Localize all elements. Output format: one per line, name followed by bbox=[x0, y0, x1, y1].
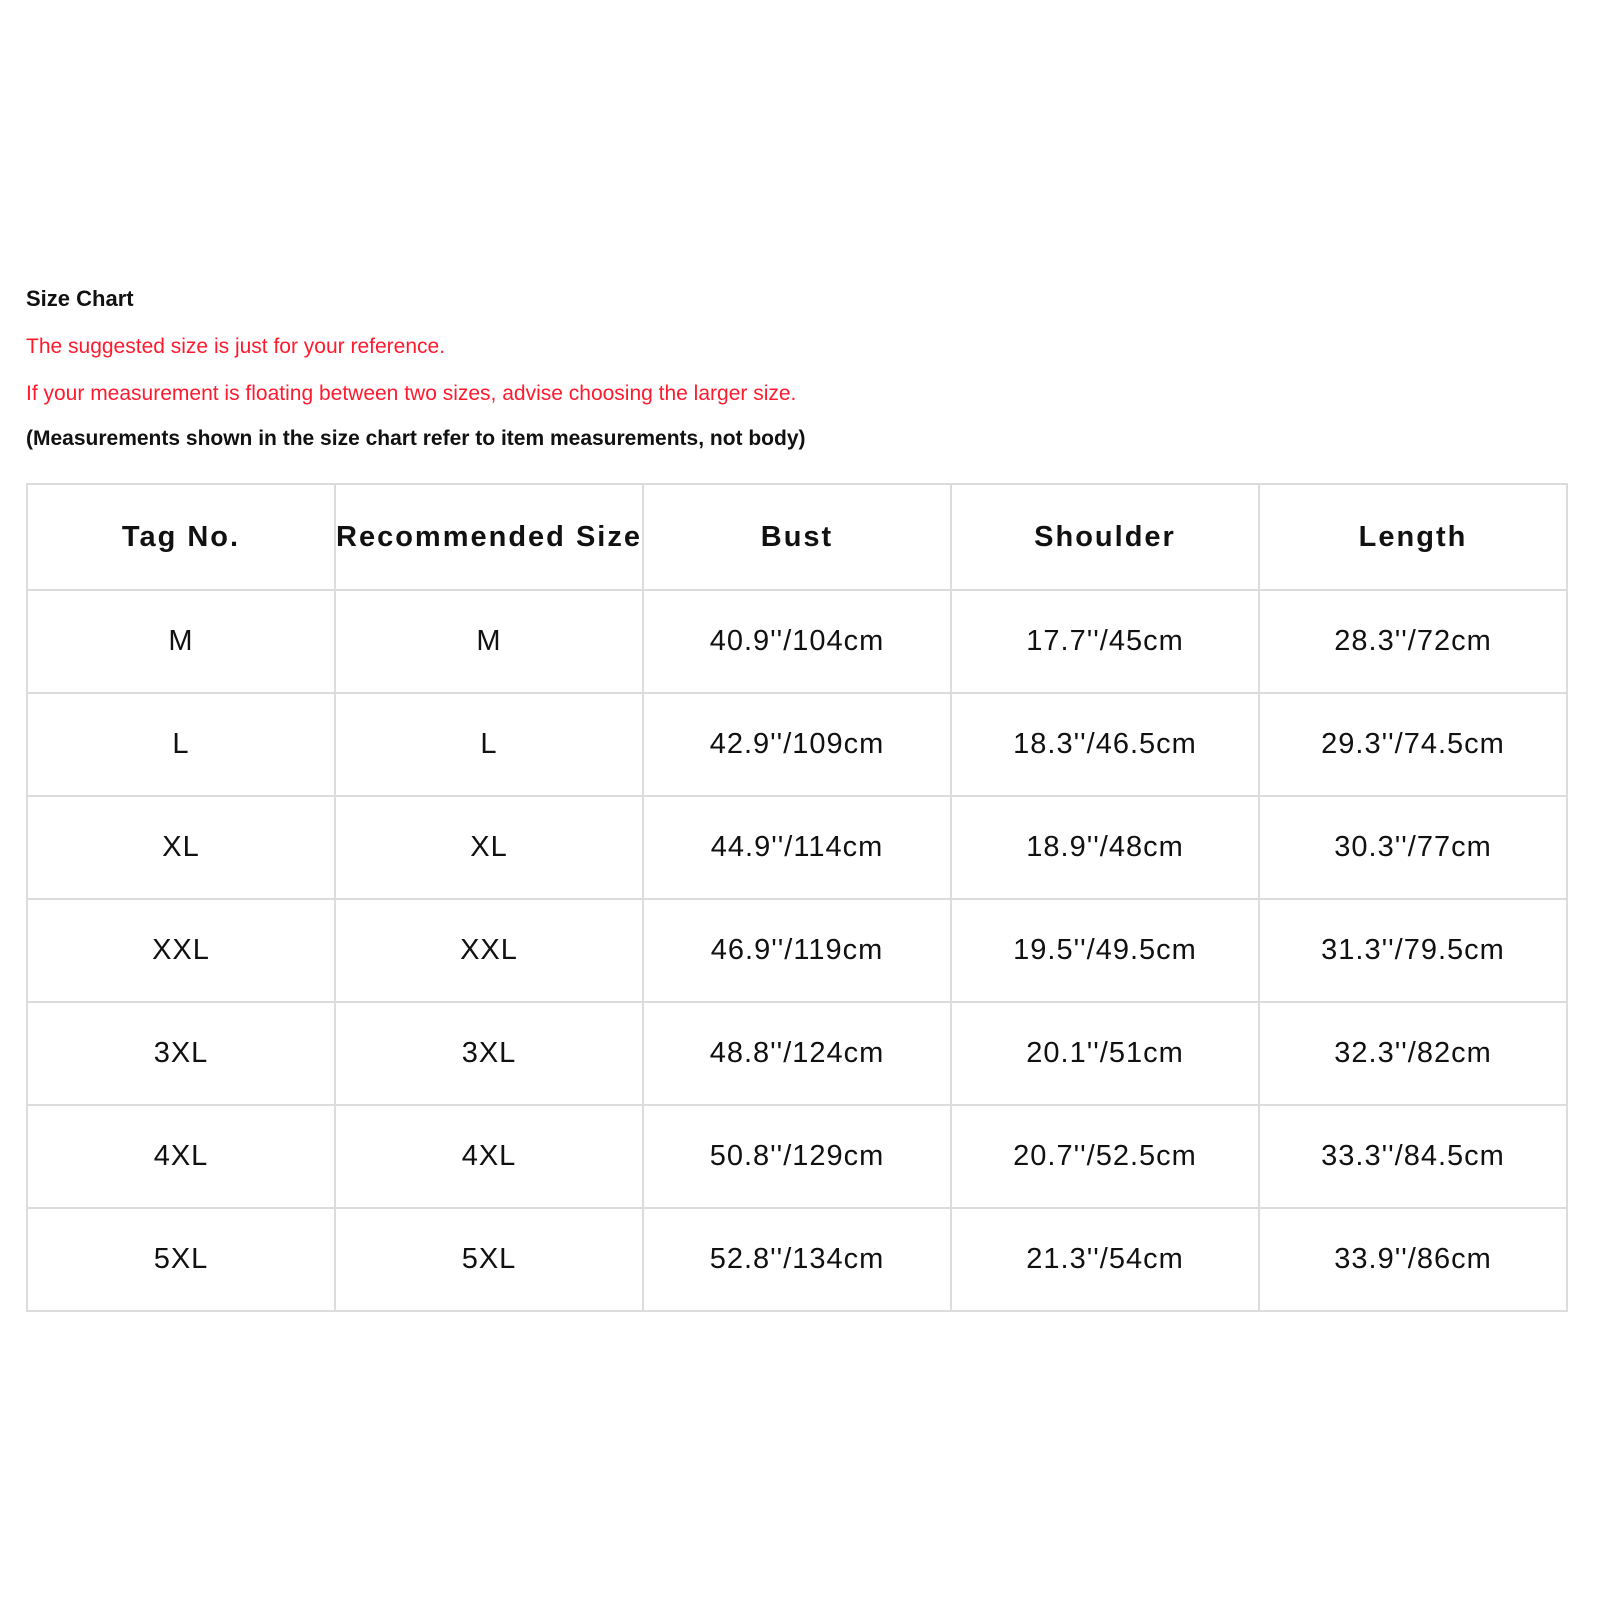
header-bust: Bust bbox=[643, 484, 951, 590]
cell-length: 29.3''/74.5cm bbox=[1259, 693, 1567, 796]
cell-bust: 46.9''/119cm bbox=[643, 899, 951, 1002]
header-shoulder: Shoulder bbox=[951, 484, 1259, 590]
cell-bust: 40.9''/104cm bbox=[643, 590, 951, 693]
cell-length: 33.3''/84.5cm bbox=[1259, 1105, 1567, 1208]
cell-bust: 42.9''/109cm bbox=[643, 693, 951, 796]
size-chart-table bbox=[26, 483, 1568, 1312]
cell-shoulder: 18.9''/48cm bbox=[951, 796, 1259, 899]
cell-bust: 44.9''/114cm bbox=[643, 796, 951, 899]
cell-tag-no: 3XL bbox=[27, 1002, 335, 1105]
cell-shoulder: 17.7''/45cm bbox=[951, 590, 1259, 693]
header-length: Length bbox=[1259, 484, 1567, 590]
cell-shoulder: 19.5''/49.5cm bbox=[951, 899, 1259, 1002]
cell-recommended-size: XL bbox=[335, 796, 643, 899]
sizing-advice-note: If your measurement is floating between two sizes, advise choosing the larger size. bbox=[26, 382, 797, 405]
cell-recommended-size: 4XL bbox=[335, 1105, 643, 1208]
table-row bbox=[27, 590, 1567, 693]
cell-tag-no: XL bbox=[27, 796, 335, 899]
cell-tag-no: 5XL bbox=[27, 1208, 335, 1311]
cell-recommended-size: 5XL bbox=[335, 1208, 643, 1311]
reference-note: The suggested size is just for your reference. bbox=[26, 335, 446, 358]
table-row bbox=[27, 1002, 1567, 1105]
size-chart-header bbox=[26, 286, 1526, 452]
header-recommended-size: Recommended Size bbox=[335, 484, 643, 590]
cell-bust: 48.8''/124cm bbox=[643, 1002, 951, 1105]
table-row bbox=[27, 899, 1567, 1002]
cell-shoulder: 20.1''/51cm bbox=[951, 1002, 1259, 1105]
page-title: Size Chart bbox=[26, 286, 134, 311]
table-row bbox=[27, 796, 1567, 899]
cell-length: 32.3''/82cm bbox=[1259, 1002, 1567, 1105]
cell-length: 31.3''/79.5cm bbox=[1259, 899, 1567, 1002]
cell-recommended-size: M bbox=[335, 590, 643, 693]
cell-shoulder: 20.7''/52.5cm bbox=[951, 1105, 1259, 1208]
cell-tag-no: L bbox=[27, 693, 335, 796]
table-row bbox=[27, 1105, 1567, 1208]
cell-shoulder: 21.3''/54cm bbox=[951, 1208, 1259, 1311]
cell-length: 30.3''/77cm bbox=[1259, 796, 1567, 899]
cell-recommended-size: L bbox=[335, 693, 643, 796]
table-row bbox=[27, 693, 1567, 796]
measurement-disclaimer: (Measurements shown in the size chart refer to item measurements, not body) bbox=[26, 427, 806, 450]
cell-bust: 50.8''/129cm bbox=[643, 1105, 951, 1208]
header-tag-no: Tag No. bbox=[27, 484, 335, 590]
table-row bbox=[27, 1208, 1567, 1311]
cell-length: 28.3''/72cm bbox=[1259, 590, 1567, 693]
cell-bust: 52.8''/134cm bbox=[643, 1208, 951, 1311]
cell-length: 33.9''/86cm bbox=[1259, 1208, 1567, 1311]
cell-tag-no: XXL bbox=[27, 899, 335, 1002]
cell-recommended-size: 3XL bbox=[335, 1002, 643, 1105]
cell-recommended-size: XXL bbox=[335, 899, 643, 1002]
cell-tag-no: 4XL bbox=[27, 1105, 335, 1208]
cell-tag-no: M bbox=[27, 590, 335, 693]
cell-shoulder: 18.3''/46.5cm bbox=[951, 693, 1259, 796]
table-header-row bbox=[27, 484, 1567, 590]
